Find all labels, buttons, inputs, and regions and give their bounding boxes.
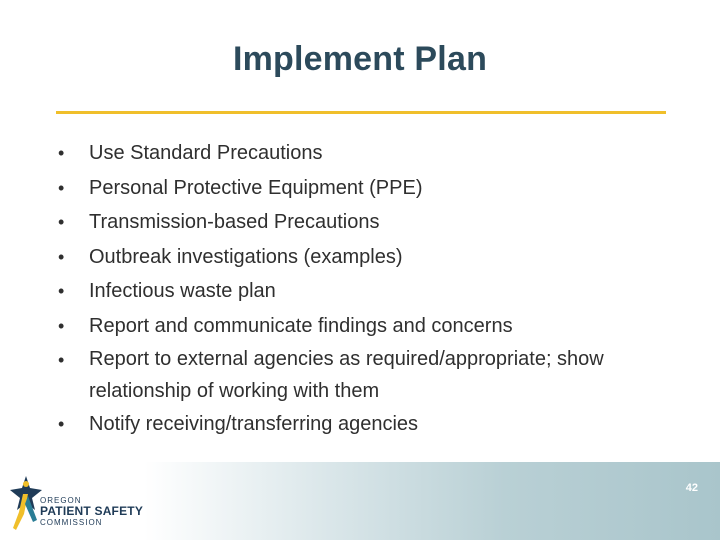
list-item: • Transmission-based Precautions	[56, 205, 676, 240]
logo-text-oregon: OREGON	[40, 496, 82, 505]
list-item: • Report and communicate findings and concerns	[56, 309, 676, 344]
list-item: • Report to external agencies as required/appropriate; show relationship of working with them	[56, 343, 676, 407]
bullet-icon: •	[58, 315, 65, 336]
star-figure-icon	[4, 474, 44, 534]
logo-text-commission: COMMISSION	[40, 518, 103, 527]
bullet-icon: •	[58, 143, 65, 163]
slide-title: Implement Plan	[232, 40, 488, 78]
list-item: • Use Standard Precautions	[56, 136, 676, 171]
list-item: • Notify receiving/transferring agencies	[56, 407, 676, 442]
page-number: 42	[685, 482, 698, 494]
list-item: • Outbreak investigations (examples)	[56, 240, 676, 275]
bullet-icon: •	[58, 212, 65, 232]
list-item: • Personal Protective Equipment (PPE)	[56, 171, 676, 206]
bullet-icon: •	[58, 414, 65, 434]
bullet-icon: •	[58, 246, 65, 267]
title-underline	[56, 111, 666, 114]
bullet-icon: •	[58, 281, 65, 301]
logo-text-name: PATIENT SAFETY	[40, 504, 144, 518]
list-item: • Infectious waste plan	[56, 274, 676, 309]
organization-logo	[4, 474, 174, 534]
bullet-icon: •	[58, 177, 65, 198]
bullet-icon: •	[58, 350, 65, 370]
bullet-list	[56, 136, 676, 442]
